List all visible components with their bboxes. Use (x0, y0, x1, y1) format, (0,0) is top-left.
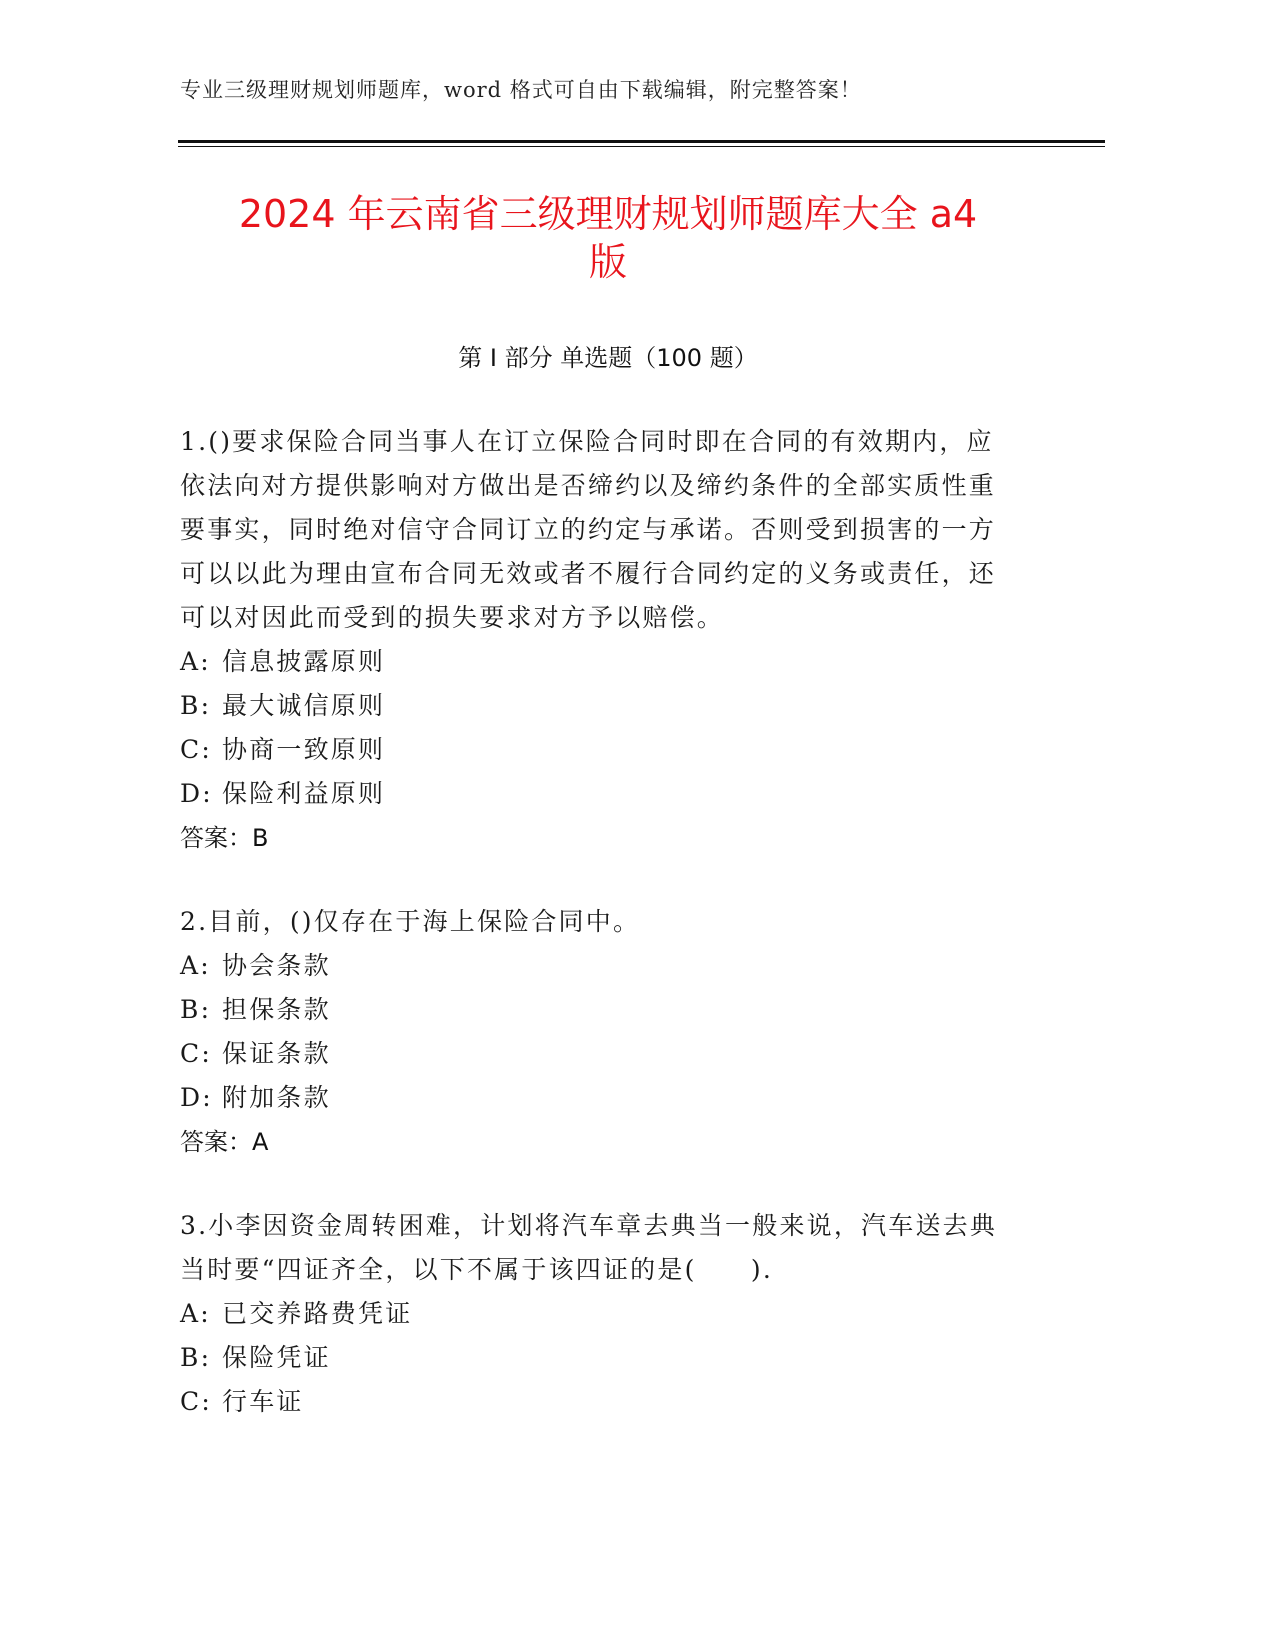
option-text: 保证条款 (222, 1039, 331, 1068)
option-key: B: (180, 995, 212, 1024)
option-key: A: (180, 1299, 211, 1328)
question-1 (180, 420, 1010, 860)
option-b (180, 1336, 1010, 1380)
option-text: 担保条款 (222, 995, 331, 1024)
document-title-line-2: 版 (588, 240, 627, 284)
option-key: D: (180, 1083, 213, 1112)
option-c (180, 1380, 1010, 1424)
option-key: A: (180, 951, 211, 980)
option-a (180, 640, 1010, 684)
option-key: B: (180, 691, 212, 720)
option-d (180, 772, 1010, 816)
section-title: 第 I 部分 单选题（100 题） (458, 344, 758, 372)
answer-line: 答案：B (180, 824, 269, 852)
option-key: C: (180, 1039, 212, 1068)
option-text: 保险凭证 (222, 1343, 331, 1372)
document-title-line-1: 2024 年云南省三级理财规划师题库大全 a4 (238, 192, 978, 236)
header-rule-thick (178, 140, 1105, 143)
option-b (180, 988, 1010, 1032)
question-3 (180, 1204, 1010, 1424)
option-text: 行车证 (222, 1387, 304, 1416)
option-c (180, 728, 1010, 772)
option-text: 保险利益原则 (222, 779, 386, 808)
option-d (180, 1076, 1010, 1120)
option-key: C: (180, 1387, 212, 1416)
question-list (180, 420, 1010, 1464)
option-c (180, 1032, 1010, 1076)
option-text: 协商一致原则 (222, 735, 386, 764)
option-key: B: (180, 1343, 212, 1372)
document-title (178, 190, 1038, 286)
option-text: 信息披露原则 (222, 647, 386, 676)
option-a (180, 1292, 1010, 1336)
question-2 (180, 900, 1010, 1164)
option-b (180, 684, 1010, 728)
option-a (180, 944, 1010, 988)
header-rule-thin (178, 146, 1105, 147)
option-text: 协会条款 (222, 951, 331, 980)
option-text: 最大诚信原则 (222, 691, 386, 720)
question-stem: 1.()要求保险合同当事人在订立保险合同时即在合同的有效期内，应依法向对方提供影响对方做出是否缔约以及缔约条件的全部实质性重要事实，同时绝对信守合同订立的约定与承诺。否则受到损害的一方可以以此为理由宣布合同无效或者不履行合同约定的义务或责任，还可以对因此而受到的损失要求对方予以赔偿。 (180, 427, 997, 632)
answer-line: 答案：A (180, 1128, 269, 1156)
option-key: C: (180, 735, 212, 764)
option-key: A: (180, 647, 211, 676)
option-text: 已交养路费凭证 (222, 1299, 413, 1328)
option-text: 附加条款 (222, 1083, 331, 1112)
option-key: D: (180, 779, 213, 808)
question-stem: 3.小李因资金周转困难，计划将汽车章去典当一般来说，汽车送去典当时要“四证齐全，以下不属于该四证的是( ). (180, 1211, 998, 1284)
header-note: 专业三级理财规划师题库，word 格式可自由下载编辑，附完整答案！ (180, 78, 862, 102)
question-stem: 2.目前，()仅存在于海上保险合同中。 (180, 907, 641, 936)
